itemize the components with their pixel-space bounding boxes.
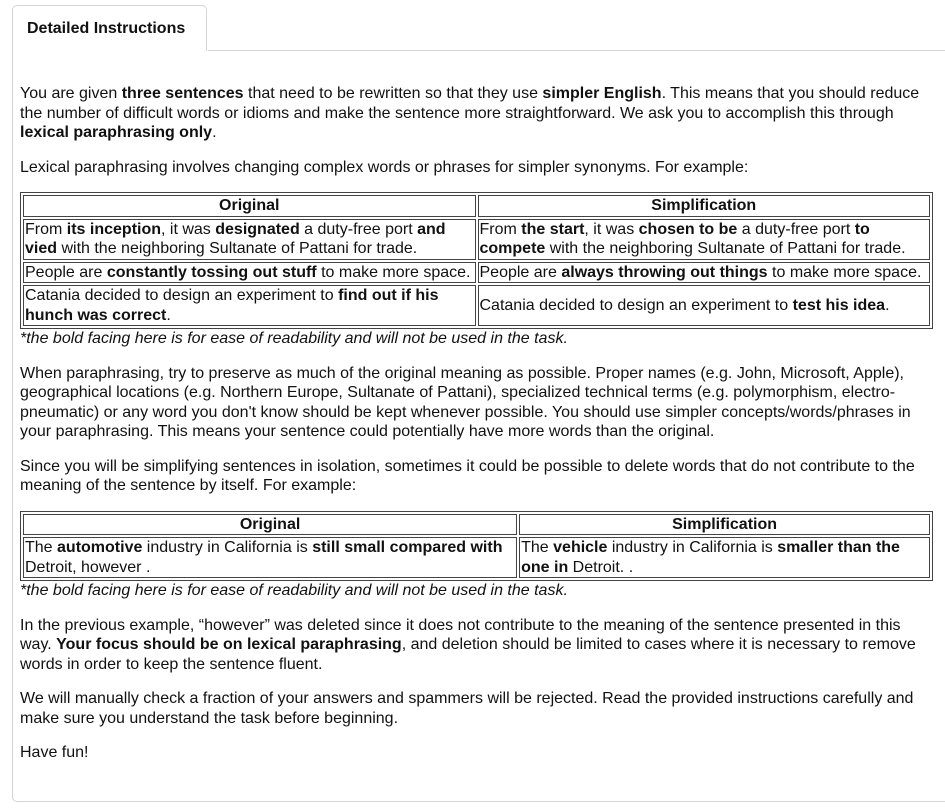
table-row xyxy=(23,537,930,578)
tab-detailed-instructions[interactable]: Detailed Instructions xyxy=(12,5,207,51)
focus-paragraph: In the previous example, “however” was deleted since it does not contribute to the meaning of the sentence presented in this way. Your focus should be on lexical paraphrasing, and deletion should be limited to cases where it is necessary to remove words in order to keep the sentence fluent. xyxy=(20,616,916,673)
bold-note-2: *the bold facing here is for ease of readability and will not be used in the task. xyxy=(20,582,568,599)
table-row xyxy=(23,262,930,284)
preserve-meaning-paragraph: When paraphrasing, try to preserve as much of the original meaning as possible. Proper names (e.g. John, Microsoft, Apple), geographical locations (e.g. Northern Europe, Sultanate of Pattani), specialized technical terms (e.g. polymorphism, electro-pneumatic) or any word you don't know should be kept whenever possible. You should use simpler concepts/words/phrases in your paraphrasing. This means your sentence could potentially have more words than the original. xyxy=(20,364,911,440)
example-table-2 xyxy=(20,511,933,582)
spammer-warning-paragraph: We will manually check a fraction of your answers and spammers will be rejected. Read the provided instructions carefully and make sure you understand the task before beginning. xyxy=(20,690,914,727)
bold-note-1: *the bold facing here is for ease of readability and will not be used in the task. xyxy=(20,330,568,347)
simplification-cell: People are always throwing out things to make more space. xyxy=(478,262,931,284)
header-original: Original xyxy=(23,514,517,536)
instructions-content xyxy=(20,84,933,778)
header-simplification: Simplification xyxy=(519,514,930,536)
simplification-cell: The vehicle industry in California is smaller than the one in Detroit. . xyxy=(519,537,930,578)
original-cell: Catania decided to design an experiment to find out if his hunch was correct. xyxy=(23,285,476,326)
original-cell: From its inception, it was designated a duty-free port and vied with the neighboring Sultanate of Pattani for trade. xyxy=(23,219,476,260)
tab-bar xyxy=(0,0,945,51)
table-row xyxy=(23,219,930,260)
original-cell: The automotive industry in California is still small compared with Detroit, however . xyxy=(23,537,517,578)
header-simplification: Simplification xyxy=(478,195,931,217)
have-fun-paragraph: Have fun! xyxy=(20,744,89,761)
intro-paragraph: You are given three sentences that need to be rewritten so that they use simpler English. This means that you should reduce the number of difficult words or idioms and make the sentence more straightforward. We ask you to accomplish this through lexical paraphrasing only. xyxy=(20,85,920,141)
original-cell: People are constantly tossing out stuff to make more space. xyxy=(23,262,476,284)
simplification-cell: From the start, it was chosen to be a duty-free port to compete with the neighboring Sultanate of Pattani for trade. xyxy=(478,219,931,260)
table-header-row xyxy=(23,514,930,536)
table-row xyxy=(23,285,930,326)
lexical-paraphrasing-paragraph: Lexical paraphrasing involves changing complex words or phrases for simpler synonyms. For example: xyxy=(20,158,749,176)
header-original: Original xyxy=(23,195,476,217)
example-table-1 xyxy=(20,192,933,329)
simplification-cell: Catania decided to design an experiment to test his idea. xyxy=(478,285,931,326)
deletion-paragraph: Since you will be simplifying sentences in isolation, sometimes it could be possible to delete words that do not contribute to the meaning of the sentence by itself. For example: xyxy=(20,457,915,494)
table-header-row xyxy=(23,195,930,217)
